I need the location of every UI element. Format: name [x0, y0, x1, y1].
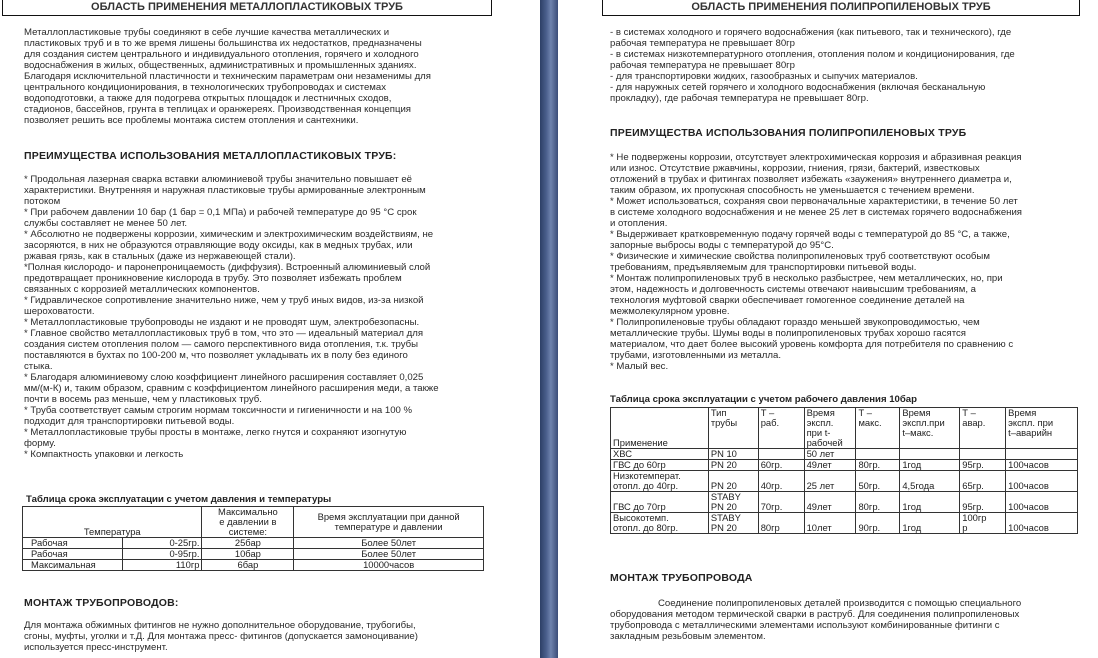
text-line: * Труба соответствует самым строгим нормам токсичности и гигиеничности и на 100 % [24, 405, 413, 416]
text-line: * Продольная лазерная сварка вставки алюминиевой трубы значительно повышает её [24, 174, 413, 185]
text-line: прокладку), где рабочая температура не превышает 80гр. [610, 93, 869, 104]
text-line: шероховатости. [24, 306, 95, 317]
left-service-table [22, 506, 484, 571]
table-row [23, 549, 484, 560]
table-header-row [611, 408, 1078, 449]
text-line: мм/(м-К) и, таким образом, сравним с коэффициентом линейного расширения меди, а также [24, 383, 439, 394]
text-line: службы составляет не менее 50 лет. [24, 218, 188, 229]
text-line: связанных с коррозией металлических компонентов. [24, 284, 260, 295]
text-line: водоподготовки, а также для подогрева открытых площадок и лестничных сходов, [24, 93, 392, 104]
table-cell: 100часов [1006, 471, 1078, 492]
table-cell: Рабочая [23, 549, 123, 560]
text-line: засоряются, в них не образуются отравляющие воду оксиды, как в медных трубах, или [24, 240, 413, 251]
table-cell: 100часов [1006, 492, 1078, 513]
table-cell: PN 20 [708, 460, 758, 471]
right-service-table [610, 407, 1078, 534]
table-cell: 1год [900, 513, 960, 534]
text-line: * Металлопластиковые трубопроводы не издают и не проводят шум, электробезопасны. [24, 317, 420, 328]
text-line: для создания систем центрального и индивидуального отопления, горячего и холодного [24, 49, 419, 60]
table-header-cell: Т – раб. [758, 408, 804, 449]
text-line: * Малый вес. [610, 361, 669, 372]
table-header-cell: Время эксплуатации при данной температуре и давлении [294, 507, 484, 538]
text-line: закладным резьбовым элементом. [610, 631, 766, 642]
text-line: * Гидравлическое сопротивление значительно ниже, чем у труб иных видов, из-за низкой [24, 295, 424, 306]
table-cell: STABY PN 20 [708, 513, 758, 534]
table-row [23, 538, 484, 549]
table-cell: 100часов [1006, 513, 1078, 534]
table-cell: 4,5года [900, 471, 960, 492]
table-header-cell: Температура [23, 507, 202, 538]
text-line: позволяет решить все проблемы монтажа систем отопления и сантехники. [24, 115, 359, 126]
text-line: стыка. [24, 361, 53, 372]
table-cell: 95гр. [960, 460, 1006, 471]
text-line: * Благодаря алюминиевому слою коэффициент линейного расширения составляет 0,025 [24, 372, 424, 383]
table-cell: Низкотемперат. отопл. до 40гр. [611, 471, 709, 492]
table-cell [758, 449, 804, 460]
text-line: * Главное свойство металлопластиковых труб в том, что это — идеальный материал для [24, 328, 424, 339]
table-cell: 100часов [1006, 460, 1078, 471]
text-line: - в системах холодного и горячего водоснабжения (как питьевого, так и технического), где [610, 27, 1012, 38]
table-cell: 1год [900, 460, 960, 471]
table-cell: 49лет [804, 460, 856, 471]
text-line: рабочая температура не превышает 80гр [610, 60, 795, 71]
text-line: технология муфтовой сварки обеспечивает гомогенное соединение деталей на [610, 295, 965, 306]
table-row [611, 460, 1078, 471]
text-line: * Выдерживает кратковременную подачу горячей воды с температурой до 85 °С, а также, [610, 229, 1010, 240]
text-line: используется пресс-инструмент. [24, 642, 168, 653]
text-line: в системе холодного водоснабжения и не менее 25 лет в системах горячего водоснабжения [610, 207, 1023, 218]
text-line: * Не подвержены коррозии, отсутствует электрохимическая коррозия и абразивная реакция [610, 152, 1022, 163]
table-row [611, 449, 1078, 460]
table-header-cell: Время экспл. при t- рабочей [804, 408, 856, 449]
text-line: почти в восемь раз меньше, чем у пластиковых труб. [24, 394, 262, 405]
table-cell: 0-95гр. [122, 549, 202, 560]
table-cell: 80гр. [856, 460, 900, 471]
text-line: требованиям, предъявляемым для транспортировки питьевой воды. [610, 262, 917, 273]
text-line: * Физические и химические свойства полипропиленовых труб соответствуют особым [610, 251, 990, 262]
text-line: трубами, изготовленными из металла. [610, 350, 781, 361]
right-mounting-heading: МОНТАЖ ТРУБОПРОВОДА [610, 572, 753, 584]
text-line: подходит для транспортировки питьевой воды. [24, 416, 235, 427]
table-row [23, 560, 484, 571]
text-line: * Монтаж полипропиленовых труб в несколько разбыстрее, чем металлических, но, при [610, 273, 1003, 284]
text-line: предотвращает проникновение кислорода в трубу. Это позволяет избежать проблем [24, 273, 402, 284]
text-line: запорные выбросы воды с температурой до 95°С. [610, 240, 834, 251]
table-header-cell: Тип трубы [708, 408, 758, 449]
right-advantages-list [610, 152, 1022, 372]
table-cell [856, 449, 900, 460]
text-line: таким образом, их пропускная способность не уменьшается с течением времени. [610, 185, 975, 196]
table-cell: 10000часов [294, 560, 484, 571]
table-cell: 10лет [804, 513, 856, 534]
table-cell: PN 20 [708, 471, 758, 492]
table-cell: PN 10 [708, 449, 758, 460]
table-cell: Более 50лет [294, 549, 484, 560]
text-line: потоком [24, 196, 61, 207]
table-cell: 0-25гр. [122, 538, 202, 549]
text-line: центрального кондиционирования, в технологических трубопроводах и системах [24, 82, 387, 93]
table-cell: Рабочая [23, 538, 123, 549]
text-line: отложений в трубах и фитингах позволяет избежать «заужения» внутреннего диаметра и, [610, 174, 1012, 185]
table-cell: 40гр. [758, 471, 804, 492]
table-cell: ХВС [611, 449, 709, 460]
table-cell [1006, 449, 1078, 460]
text-line: Благодаря исключительной пластичности и техническим параметрам они незаменимы для [24, 71, 431, 82]
table-cell: Максимальная [23, 560, 123, 571]
text-line: оборудования методом термической сварки в раструб. Для соединения полипропиленовых [610, 609, 1020, 620]
table-header-cell: Т – авар. [960, 408, 1006, 449]
right-page [558, 0, 1098, 658]
left-advantages-heading: ПРЕИМУЩЕСТВА ИСПОЛЬЗОВАНИЯ МЕТАЛЛОПЛАСТИКОВЫХ ТРУБ: [24, 150, 397, 162]
table-cell: 49лет [804, 492, 856, 513]
text-line: трубопровода с металлическими элементами используют комбинированные фитинги с [610, 620, 1000, 631]
text-line: * При рабочем давлении 10 бар (1 бар = 0,1 МПа) и рабочей температуре до 95 °С срок [24, 207, 417, 218]
right-title: ОБЛАСТЬ ПРИМЕНЕНИЯ ПОЛИПРОПИЛЕНОВЫХ ТРУБ [602, 0, 1080, 16]
text-line: - в системах низкотемпературного отопления, отопления полом и кондиционирования, где [610, 49, 1015, 60]
table-cell: 70гр. [758, 492, 804, 513]
table-cell: 1год [900, 492, 960, 513]
table-cell: 95гр. [960, 492, 1006, 513]
left-advantages-list [24, 174, 439, 460]
right-intro [610, 27, 1015, 104]
table-cell: 110гр [122, 560, 202, 571]
page-gutter [540, 0, 558, 658]
table-cell: 25бар [202, 538, 294, 549]
text-line: * Абсолютно не подвержены коррозии, химическим и электрохимическим воздействиям, не [24, 229, 434, 240]
text-line: рабочая температура не превышает 80гр [610, 38, 795, 49]
table-cell: ГВС до 60гр [611, 460, 709, 471]
text-line: * Металлопластиковые трубы просты в монтаже, легко гнутся и сохраняют изогнутую [24, 427, 407, 438]
text-line: Металлопластиковые трубы соединяют в себе лучшие качества металлических и [24, 27, 390, 38]
table-header-cell: Т – макс. [856, 408, 900, 449]
table-row [611, 513, 1078, 534]
table-cell: STABY PN 20 [708, 492, 758, 513]
text-line: межмолекулярном уровне. [610, 306, 730, 317]
text-line: - для транспортировки жидких, газообразных и сыпучих материалов. [610, 71, 918, 82]
text-line: материалом, что дает более высокий уровень комфорта для потребителя по сравнению с [610, 339, 1014, 350]
left-table-caption: Таблица срока эксплуатации с учетом давления и температуры [26, 494, 332, 505]
table-header-cell: Время экспл.при t–макс. [900, 408, 960, 449]
table-cell: 50 лет [804, 449, 856, 460]
text-line: ржавая грязь, как в стальных (даже из нержавеющей стали). [24, 251, 296, 262]
text-line: пластиковых труб и в то же время лишены большинства их недостатков, предназначены [24, 38, 422, 49]
table-cell: 80гр [758, 513, 804, 534]
table-cell: 90гр. [856, 513, 900, 534]
right-mounting-text [610, 598, 1021, 642]
table-row [611, 471, 1078, 492]
text-line: характеристики. Внутренняя и наружная пластиковые трубы армированные электронным [24, 185, 426, 196]
table-row [611, 492, 1078, 513]
table-cell: 6бар [202, 560, 294, 571]
text-line: * Компактность упаковки и легкость [24, 449, 184, 460]
text-line: этом, надежность и долговечность системы отвечают наивысшим требованиям, а [610, 284, 977, 295]
text-line: сгоны, муфты, уголки и т.Д. Для монтажа пресс- фитингов (допускается замоноцивание) [24, 631, 418, 642]
text-line: * Может использоваться, сохраняя свои первоначальные характеристики, в течение 50 лет [610, 196, 1018, 207]
table-cell: 50гр. [856, 471, 900, 492]
table-cell: 10бар [202, 549, 294, 560]
table-cell: 25 лет [804, 471, 856, 492]
table-cell [960, 449, 1006, 460]
table-header-cell: Применение [611, 408, 709, 449]
text-line: поставляются в бухтах по 100-200 м, что позволяет укладывать их в полу без единого [24, 350, 408, 361]
text-line: - для наружных сетей горячего и холодного водоснабжения (включая бесканальную [610, 82, 986, 93]
table-cell: 80гр. [856, 492, 900, 513]
text-line: Соединение полипропиленовых деталей производится с помощью специального [658, 598, 1022, 609]
table-cell: 65гр. [960, 471, 1006, 492]
table-cell [900, 449, 960, 460]
text-line: или износ. Отсутствие ржавчины, коррозии, гниения, грязи, бактерий, известковых [610, 163, 980, 174]
text-line: * Полипропиленовые трубы обладают гораздо меньшей звукопроводимостью, чем [610, 317, 980, 328]
table-cell: 100гр р [960, 513, 1006, 534]
left-intro [24, 27, 431, 126]
left-page [0, 0, 540, 658]
table-cell: Более 50лет [294, 538, 484, 549]
table-header-cell: Время экспл. при t–аварийн [1006, 408, 1078, 449]
text-line: водоснабжения в жилых, общественных, административных и промышленных зданиях. [24, 60, 417, 71]
table-cell: 60гр. [758, 460, 804, 471]
text-line: создания систем отопления полом — самого перспективного вида отопления, т.к. трубы [24, 339, 419, 350]
left-title: ОБЛАСТЬ ПРИМЕНЕНИЯ МЕТАЛЛОПЛАСТИКОВЫХ ТРУБ [2, 0, 492, 16]
text-line: форму. [24, 438, 56, 449]
table-header-row [23, 507, 484, 538]
left-mounting-text [24, 620, 418, 653]
table-cell: ГВС до 70гр [611, 492, 709, 513]
text-line: Для монтажа обжимных фитингов не нужно дополнительное оборудование, трубогибы, [24, 620, 416, 631]
left-mounting-heading: МОНТАЖ ТРУБОПРОВОДОВ: [24, 597, 179, 609]
text-line: *Полная кислородо- и паронепроницаемость (диффузия). Встроенный алюминиевый слой [24, 262, 431, 273]
table-cell: Высокотемп. отопл. до 80гр. [611, 513, 709, 534]
text-line: металлические трубы. Шумы воды в полипропиленовых трубах хорошо гасятся [610, 328, 967, 339]
table-header-cell: Максимально е давлении в системе: [202, 507, 294, 538]
right-advantages-heading: ПРЕИМУЩЕСТВА ИСПОЛЬЗОВАНИЯ ПОЛИПРОПИЛЕНОВЫХ ТРУБ [610, 127, 967, 139]
text-line: стадионов, бассейнов, грунта в теплицах и оранжереях. Производственная концепция [24, 104, 411, 115]
right-table-caption: Таблица срока эксплуатации с учетом рабочего давления 10бар [610, 394, 917, 405]
text-line: и отопления. [610, 218, 668, 229]
